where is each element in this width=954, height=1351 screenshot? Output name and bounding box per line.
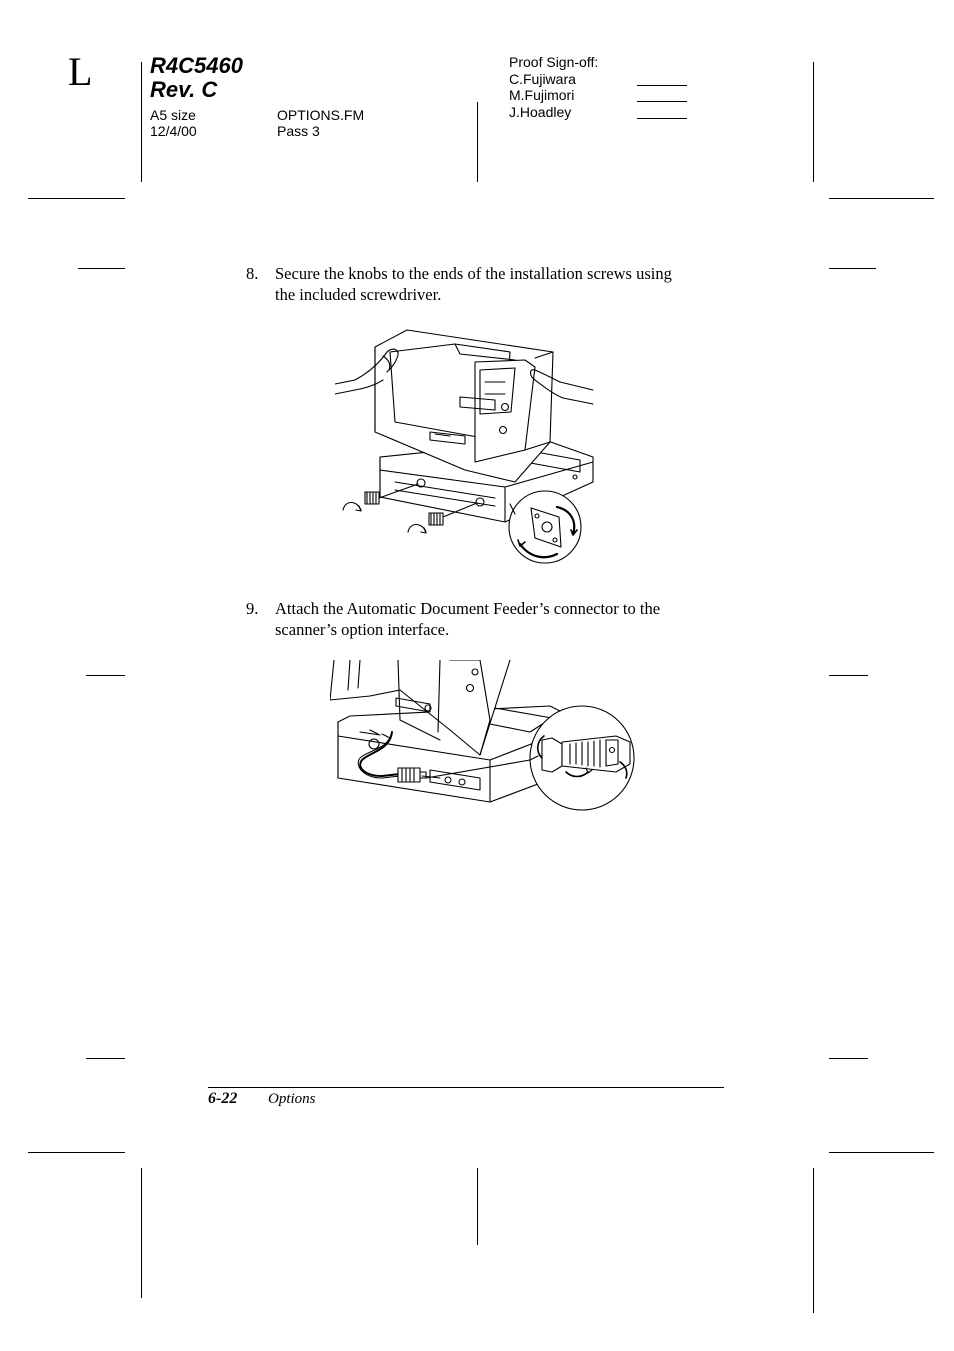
margin-mark-right-2 (829, 675, 868, 676)
crop-mark-right-top-v (813, 62, 814, 182)
document-code: R4C5460 (150, 53, 243, 78)
knob-installation-illustration (335, 322, 605, 572)
page-side-marker: L (68, 49, 93, 94)
proof-signoff-title: Proof Sign-off: (509, 54, 599, 70)
margin-mark-right-1 (829, 268, 876, 269)
crop-mark-right-bottom-v (813, 1168, 814, 1313)
signature-line-2 (637, 101, 687, 102)
crop-mark-left-bottom-h (28, 1152, 125, 1153)
footer-rule (208, 1087, 724, 1088)
signer-2: M.Fujimori (509, 87, 575, 103)
document-revision: Rev. C (150, 77, 218, 102)
pass-label: Pass 3 (277, 123, 320, 139)
crop-mark-center-top-v (477, 102, 478, 182)
crop-mark-center-bottom-v (477, 1168, 478, 1245)
signer-1: C.Fujiwara (509, 71, 576, 87)
step-text-line-2: the included screwdriver. (275, 285, 442, 304)
section-name: Options (268, 1091, 316, 1107)
crop-mark-left-bottom-v (141, 1168, 142, 1298)
signer-3: J.Hoadley (509, 104, 572, 120)
crop-mark-left-top-h (28, 198, 125, 199)
crop-mark-right-bottom-h (829, 1152, 934, 1153)
size-label: A5 size (150, 107, 196, 123)
crop-mark-left-top-v (141, 62, 142, 182)
date-label: 12/4/00 (150, 123, 197, 139)
signature-line-1 (637, 85, 687, 86)
crop-mark-right-top-h (829, 198, 934, 199)
signature-line-3 (637, 118, 687, 119)
page-number: 6-22 (208, 1090, 238, 1107)
margin-mark-left-1 (78, 268, 125, 269)
step-text-line-2: scanner’s option interface. (275, 620, 450, 639)
step-text-line-1: Attach the Automatic Document Feeder’s connector to the (275, 599, 661, 618)
margin-mark-left-2 (86, 675, 125, 676)
file-name: OPTIONS.FM (277, 107, 365, 123)
margin-mark-right-3 (829, 1058, 868, 1059)
step-number: 8. (246, 264, 259, 283)
document-title (150, 54, 243, 102)
connector-attachment-illustration (330, 660, 640, 815)
margin-mark-left-3 (86, 1058, 125, 1059)
step-number: 9. (246, 599, 259, 618)
step-text-line-1: Secure the knobs to the ends of the installation screws using (275, 264, 672, 283)
